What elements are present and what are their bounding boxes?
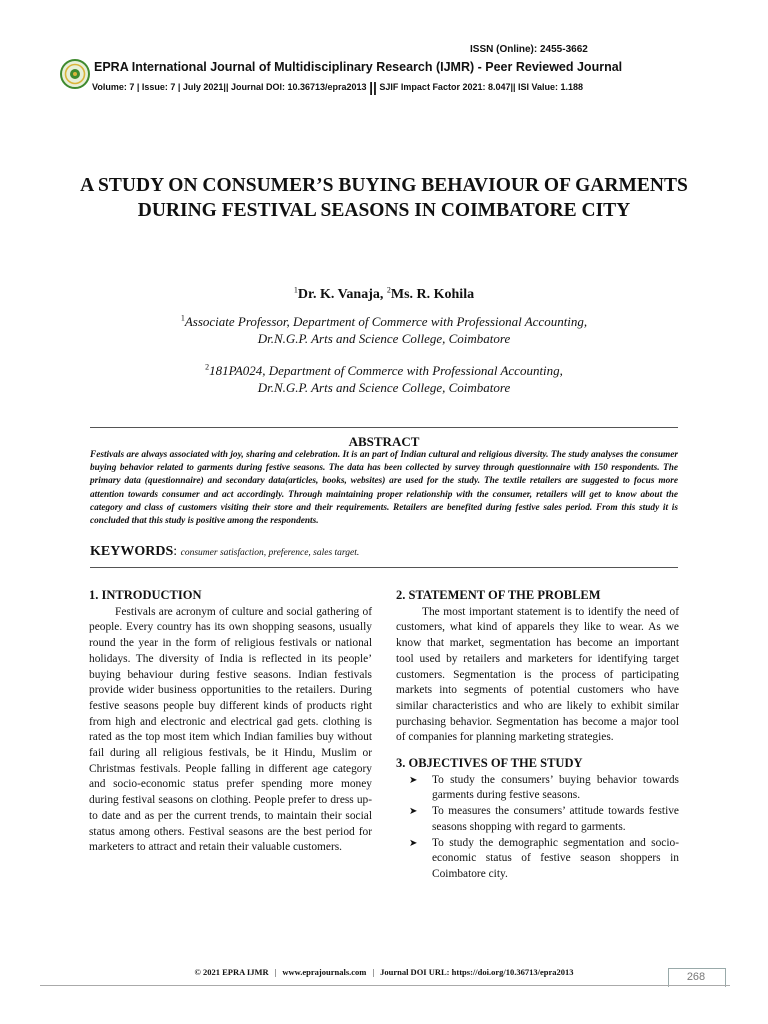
introduction-text: Festivals are acronym of culture and social gathering of people. Every country has its own shopping seasons, usually round the year in the form of religious festivals or national holidays. The diversity of India is reflected in its people’ buying behaviour during festive seasons. Indian festivals provide wider business opportunities to the retailers. During festive seasons people buy different kinds of products right from high and electronic and electrical gad gets. clothing is rated as the top most item which Indian families buy without fail during all religious festivals, be it Hindu, Muslim or Christmas festivals. People falling in different age category and socio-economic status prefer spending more money during festival seasons on clothing. People prefer to dress up- to date and as per the current trends, to maintain their social status among others. Festival seasons are the best period for marketers to attract and retain their valuable customers.	[89, 605, 372, 854]
footer-rule	[40, 985, 730, 986]
journal-logo-icon	[60, 59, 90, 89]
abstract-top-rule	[90, 427, 678, 428]
journal-meta-impact: SJIF Impact Factor 2021: 8.047|| ISI Value: 1.188	[379, 82, 584, 92]
abstract-heading: ABSTRACT	[348, 434, 420, 449]
right-column	[396, 588, 679, 883]
affiliation-2-line1: 181PA024, Department of Commerce with Professional Accounting,	[209, 363, 563, 378]
journal-meta	[92, 79, 583, 95]
footer-copyright: © 2021 EPRA IJMR	[194, 967, 269, 977]
objective-1-text: To study the consumers’ buying behavior towards garments during festive seasons.	[432, 773, 679, 802]
page-number: 268	[686, 971, 706, 983]
footer-doi-link[interactable]: Journal DOI URL: https://doi.org/10.36713/epra2013	[380, 967, 574, 977]
affiliation-2	[80, 362, 688, 396]
arrow-bullet-icon: ➤	[409, 837, 418, 849]
objective-3-text: To study the demographic segmentation and socio-economic status of festive season shoppers in Coimbatore city.	[432, 836, 679, 880]
journal-meta-volume: Volume: 7 | Issue: 7 | July 2021|| Journal DOI: 10.36713/epra2013	[92, 82, 367, 92]
footer-separator: |	[274, 967, 277, 977]
author-list	[0, 287, 768, 303]
left-column	[89, 588, 372, 856]
footer-separator: |	[372, 967, 375, 977]
abstract-bottom-rule	[90, 567, 678, 568]
arrow-bullet-icon: ➤	[409, 806, 418, 818]
author-1-sup: 1	[293, 285, 298, 295]
affiliation-1-line2: Dr.N.G.P. Arts and Science College, Coimbatore	[257, 331, 511, 346]
affiliation-2-sup: 2	[205, 362, 210, 372]
keywords-label: KEYWORDS	[90, 544, 174, 559]
journal-meta-separator: ||	[369, 79, 377, 95]
problem-text: The most important statement is to identify the need of customers, what kind of apparels they like to wear. As we know that market, segmentation has become an important tool used by retailers and marketers for identifying target customers. Segmentation is the process of participating markets into segments of potential customers who have similar characteristics and who are likely to exhibit similar purchasing behavior. Segmentation has become a major tool of companies for planning marketing strategies.	[396, 605, 679, 744]
page-footer	[0, 967, 768, 977]
author-2-name: Ms. R. Kohila	[390, 287, 475, 302]
keywords-text: consumer satisfaction, preference, sales target.	[180, 548, 360, 558]
list-item	[396, 836, 679, 883]
affiliation-2-line2: Dr.N.G.P. Arts and Science College, Coimbatore	[257, 380, 511, 395]
objective-2-text: To measures the consumers’ attitude towards festive seasons shopping with regard to garments.	[432, 805, 679, 833]
affiliation-1-line1: Associate Professor, Department of Commerce with Professional Accounting,	[184, 314, 588, 329]
abstract-text: Festivals are always associated with joy, sharing and celebration. It is an part of Indian cultural and religious diversity. The study analyses the consumer buying behavior related to garments during festive seasons. The data has been collected by survey through questionnaire with 150 respondents. The primary data (questionnaire) and secondary data(articles, books, websites) are used for the study. The textile retailers are suggested to focus more attention towards consumer and act accordingly. Through maintaining proper relationship with the consumer, retailers will get to know about the category and class of customers visiting their store and their requirements. Retailers are benefited during festive sales period. From this study it is concluded that this study is positive among the respondents.	[90, 450, 678, 527]
affiliation-1-sup: 1	[180, 313, 185, 323]
issn-label: ISSN (Online): 2455-3662	[470, 44, 588, 55]
author-2-sup: 2	[386, 285, 391, 295]
list-item	[396, 773, 679, 804]
journal-title: EPRA International Journal of Multidisciplinary Research (IJMR) - Peer Reviewed Journal	[94, 60, 623, 74]
arrow-bullet-icon: ➤	[409, 774, 418, 786]
paper-title: A STUDY ON CONSUMER’S BUYING BEHAVIOUR OF GARMENTS DURING FESTIVAL SEASONS IN COIMBATORE CITY	[80, 175, 688, 221]
list-item	[396, 804, 679, 835]
objectives-list	[396, 773, 679, 883]
introduction-heading: 1. INTRODUCTION	[89, 588, 202, 602]
problem-heading: 2. STATEMENT OF THE PROBLEM	[396, 588, 601, 602]
keywords-line: KEYWORDS: consumer satisfaction, preference, sales target.	[90, 544, 360, 559]
footer-site-link[interactable]: www.eprajournals.com	[282, 967, 367, 977]
objectives-heading: 3. OBJECTIVES OF THE STUDY	[396, 756, 583, 771]
author-1-name: Dr. K. Vanaja,	[297, 287, 384, 302]
affiliation-1	[80, 313, 688, 347]
